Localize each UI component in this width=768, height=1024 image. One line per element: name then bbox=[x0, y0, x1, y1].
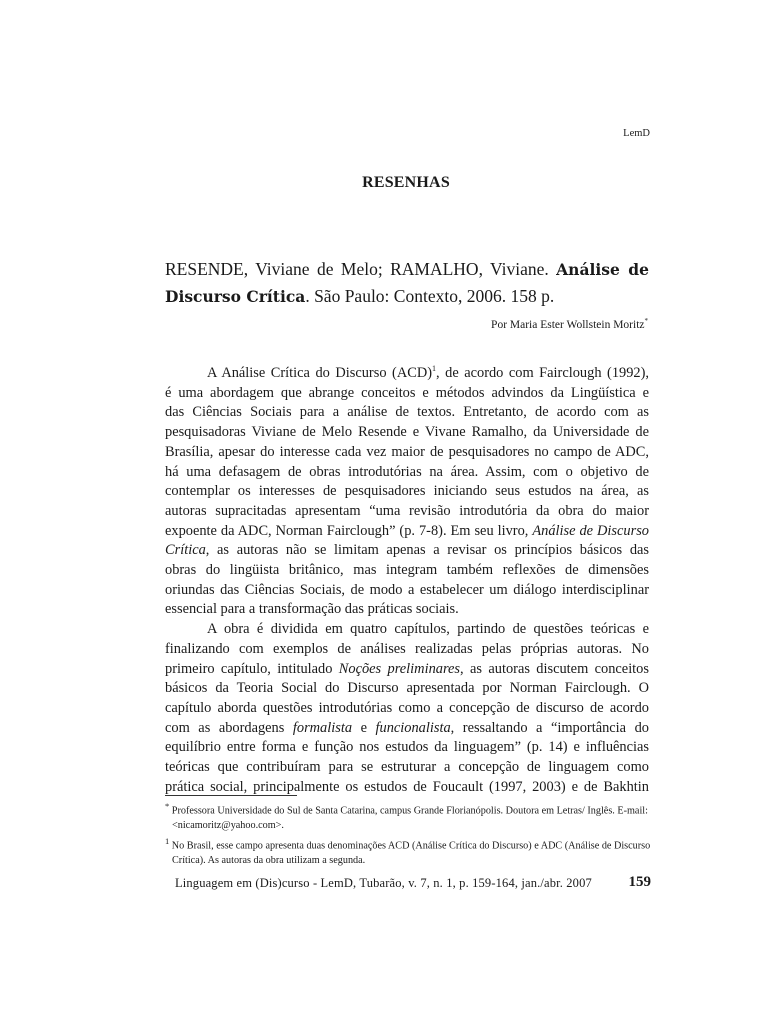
byline-footnote-mark: * bbox=[644, 317, 648, 325]
running-head: LemD bbox=[623, 128, 650, 139]
footnote-rule bbox=[165, 795, 297, 796]
footnote-1-mark: * bbox=[165, 801, 170, 811]
body-line: com as abordagens formalista e funcionalista, ressaltando a “importância do bbox=[165, 719, 649, 736]
body-line: básicos da Teoria Social do Discurso apresentada por Norman Fairclough. O bbox=[165, 680, 649, 697]
body-line: A obra é dividida em quatro capítulos, partindo de questões teóricas e bbox=[207, 621, 649, 638]
body-line: é uma abordagem que abrange conceitos e métodos advindos da Lingüística e bbox=[165, 384, 649, 401]
section-title: RESENHAS bbox=[362, 174, 450, 191]
body-line: Crítica, as autoras não se limitam apenas a revisar os princípios básicos das bbox=[165, 542, 649, 559]
body-line: Brasília, apesar do interesse cada vez maior de pesquisadores no campo de ADC, bbox=[165, 443, 649, 460]
journal-reference: Linguagem em (Dis)curso - LemD, Tubarão, v. 7, n. 1, p. 159-164, jan./abr. 2007 bbox=[175, 876, 592, 890]
body-line: das Ciências Sociais para a análise de textos. Entretanto, de acordo com as bbox=[165, 404, 649, 421]
chapter-title-italic: Noções preliminares bbox=[338, 660, 461, 677]
body-line: prática social, principalmente os estudos de Foucault (1997, 2003) e de Bakhtin bbox=[165, 778, 649, 795]
citation-authors: RESENDE, Viviane de Melo; RAMALHO, Viviane. bbox=[165, 259, 549, 279]
footnote-1: * Professora Universidade do Sul de Santa Catarina, campus Grande Florianópolis. Doutora em Letras/ Inglês. E-mail: bbox=[165, 801, 648, 817]
body-line: capítulo aborda questões introdutórias como a concepção de discurso de acordo bbox=[165, 699, 649, 716]
body-line: primeiro capítulo, intitulado Noções preliminares, as autoras discutem conceitos bbox=[165, 660, 649, 677]
body-line: oriundas das Ciências Sociais, de modo a estabelecer um diálogo interdisciplinar bbox=[165, 581, 649, 598]
review-byline bbox=[491, 317, 648, 331]
body-line: autoras supracitadas apresentam “uma revisão introdutória da obra do maior bbox=[165, 502, 649, 519]
footnote-1-email: <nicamoritz@yahoo.com>. bbox=[172, 819, 284, 831]
footnote-2-mark: 1 bbox=[165, 835, 170, 846]
term-italic: formalista bbox=[292, 719, 353, 736]
body-line: há uma defasagem de obras introdutórias na área. Assim, com o objetivo de bbox=[165, 463, 649, 480]
body-line: contemplar os interesses de pesquisadores iniciando seus estudos na área, as bbox=[165, 483, 649, 500]
citation-title: Análise de Discurso Crítica bbox=[165, 260, 649, 306]
citation-details: . São Paulo: Contexto, 2006. 158 p. bbox=[305, 286, 555, 306]
page-footer bbox=[175, 876, 651, 891]
book-title-italic: Análise de Discurso bbox=[532, 522, 649, 539]
page-number: 159 bbox=[628, 874, 651, 890]
body-line: equilíbrio entre forma e função nos estudos da linguagem” (p. 14) e influências bbox=[165, 739, 649, 756]
body-line: A Análise Crítica do Discurso (ACD)$^1$, de acordo com Fairclough (1992), bbox=[207, 364, 649, 381]
body-line: pesquisadoras Viviane de Melo Resende e Vivane Ramalho, da Universidade de bbox=[165, 424, 649, 441]
footnote-2: $^1$ No Brasil, esse campo apresenta duas denominações ACD (Análise Crítica do Discurso) e ADC (Análise de Discurso bbox=[165, 835, 651, 851]
byline-author: Por Maria Ester Wollstein Moritz bbox=[491, 318, 645, 331]
footnote-2-continuation: Crítica). As autoras da obra utilizam a segunda. bbox=[172, 854, 366, 866]
body-line: obras do lingüista britânico, mas integram também reflexões de dimensões bbox=[165, 562, 649, 579]
footnote-ref: 1 bbox=[432, 364, 437, 374]
review-body bbox=[165, 364, 649, 797]
book-citation bbox=[165, 256, 649, 310]
book-title-italic: Crítica bbox=[165, 542, 206, 559]
body-line: essencial para a transformação das práticas sociais. bbox=[165, 601, 459, 618]
footnotes bbox=[165, 799, 649, 868]
body-line: expoente da ADC, Norman Fairclough” (p. 7-8). Em seu livro, Análise de Discurso bbox=[165, 522, 649, 539]
body-line: finalizando com exemplos de análises realizadas pelas próprias autoras. No bbox=[165, 640, 649, 657]
term-italic: funcionalista bbox=[375, 719, 451, 736]
body-line: teóricas que contribuíram para se estruturar a concepção de linguagem como bbox=[165, 759, 649, 776]
